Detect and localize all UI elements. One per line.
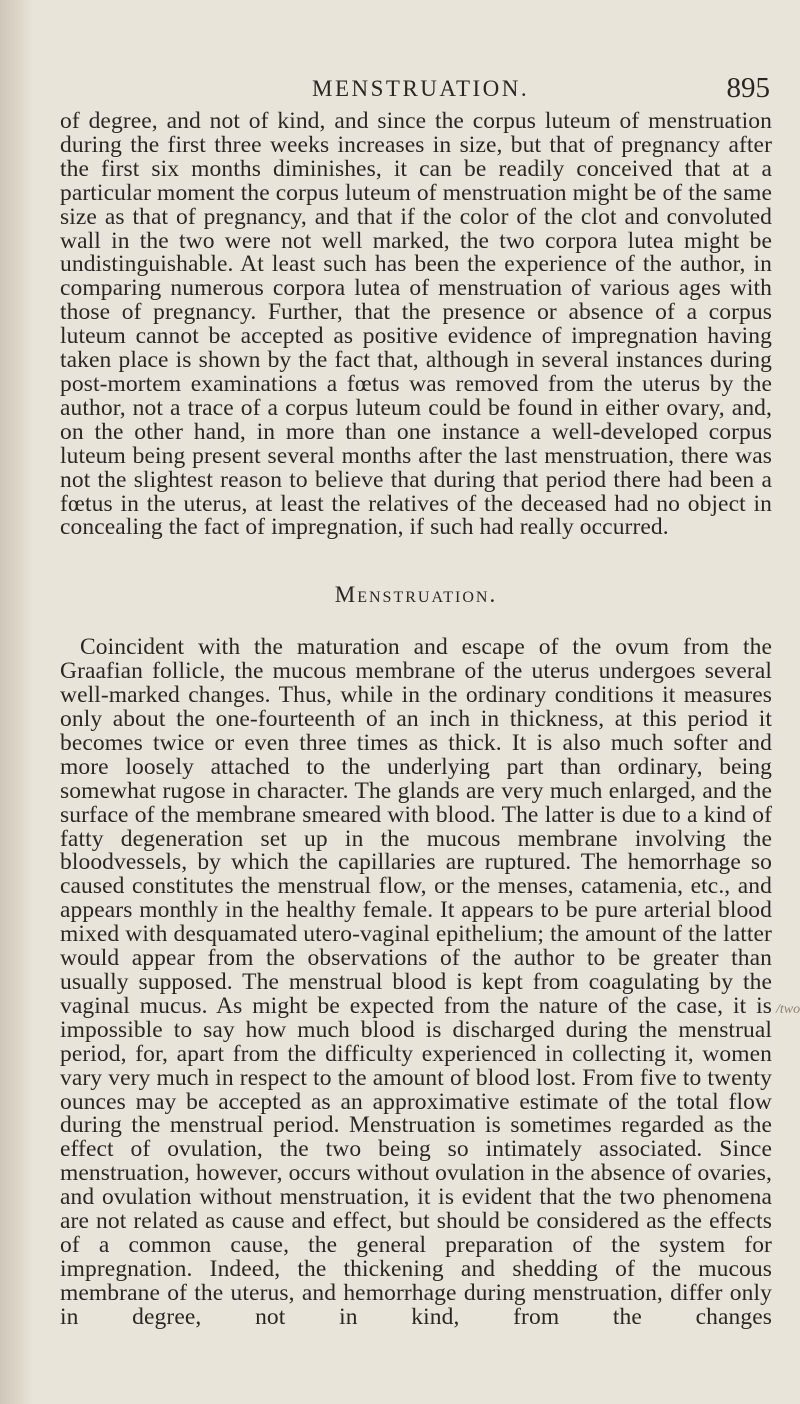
paragraph-corpus-luteum: of degree, and not of kind, and since the corpus luteum of menstruation during the first three weeks increases in size, but that of pregnancy after the first six months diminishes, it can be readily conceived that at a particular moment the corpus luteum of menstruation might be of the same size as that of pregnancy, and that if the color of the clot and convoluted wall in the two were not well marked, the two corpora lutea might be undistinguishable. At least such has been the experience of the author, in comparing numerous corpora lutea of menstruation of various ages with those of pregnancy. Further, that the presence or absence of a corpus luteum cannot be accepted as positive evidence of impregnation having taken place is shown by the fact that, although in several instances during post-mortem examinations a fœtus was removed from the uterus by the author, not a trace of a corpus luteum could be found in either ovary, and, on the other hand, in more than one instance a well-developed corpus luteum being present several months after the last menstruation, there was not the slightest reason to believe that during that period there had been a fœtus in the uterus, at least the relatives of the deceased had no object in concealing the fact of impregnation, if such had really occurred. <box>60 108 772 541</box>
section-heading-menstruation: Menstruation. <box>334 582 498 608</box>
page-body <box>60 110 772 1330</box>
page-number: 895 <box>726 72 770 104</box>
running-head: MENSTRUATION. <box>312 76 530 101</box>
page-header <box>60 72 770 112</box>
page-edge-shadow <box>0 0 34 1404</box>
paragraph-menstruation: Coincident with the maturation and escape of the ovum from the Graafian follicle, the mucous membrane of the uterus undergoes several well-marked changes. Thus, while in the ordinary conditions it measures only about the one-fourteenth of an inch in thickness, at this period it becomes twice or even three times as thick. It is also much softer and more loosely attached to the underlying part than ordinary, being somewhat rugose in character. The glands are very much enlarged, and the surface of the membrane smeared with blood. The latter is due to a kind of fatty degeneration set up in the mucous membrane involving the bloodvessels, by which the capillaries are ruptured. The hemorrhage so caused constitutes the menstrual flow, or the menses, catamenia, etc., and appears monthly in the healthy female. It appears to be pure arterial blood mixed with desquamated utero-vaginal epithelium; the amount of the latter would appear from the observations of the author to be greater than usually supposed. The menstrual blood is kept from coagulating by the vaginal mucus. As might be expected from the nature of the case, it is impossible to say how much blood is discharged during the menstrual period, for, apart from the difficulty experienced in collecting it, women vary very much in respect to the amount of blood lost. From five to twenty ounces may be accepted as an approximative estimate of the total flow during the menstrual period. Menstruation is sometimes regarded as the effect of ovulation, the two being so intimately associated. Since menstruation, however, occurs without ovulation in the absence of ovaries, and ovulation without menstruation, it is evident that the two phenomena are not related as cause and effect, but should be considered as the effects of a common cause, the general preparation of the system for impregnation. Indeed, the thickening and shedding of the mucous membrane of the uterus, and hemorrhage during menstruation, differ only in degree, not in kind, from the changes <box>60 634 772 1330</box>
margin-annotation: /two <box>776 1002 800 1017</box>
